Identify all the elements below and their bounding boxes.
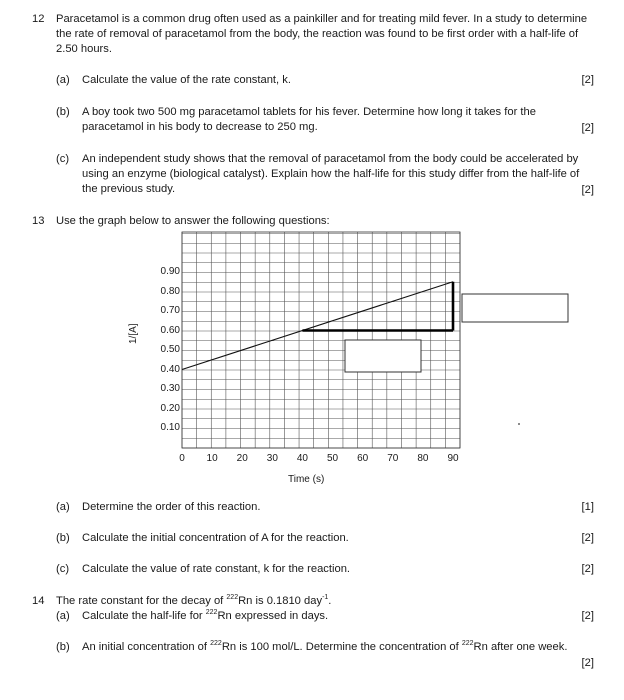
y-tick-label: 0.10	[160, 422, 180, 433]
y-tick-label: 0.90	[160, 266, 180, 277]
q14a-post: Rn expressed in days.	[217, 610, 329, 622]
y-tick-label: 0.80	[160, 285, 180, 297]
x-tick-label: 20	[236, 453, 248, 464]
q13c-marks: [2]	[581, 563, 594, 575]
y-tick-label: 0.50	[160, 344, 180, 355]
q13a-label: (a)	[56, 501, 70, 513]
q12c-text: An independent study shows that the removal of paracetamol from the body could be accelerated by using an enzyme (biological catalyst). Explain how the half-life for this study differ from the half-life of the previous study.	[82, 153, 580, 195]
q13-stem: Use the graph below to answer the following questions:	[56, 215, 330, 227]
q13a-marks: [1]	[581, 501, 594, 513]
x-tick-label: 40	[296, 453, 308, 464]
q12b-text: A boy took two 500 mg paracetamol tablets for his fever. Determine how long it takes for the paracetamol in his body to decrease to 250 mg.	[82, 106, 536, 133]
q13c-label: (c)	[56, 563, 70, 575]
q13-number: 13	[32, 215, 45, 227]
answer-box-rise	[462, 294, 568, 322]
q14-stem-pre: The rate constant for the decay of	[56, 595, 227, 607]
q14a-pre: Calculate the half-life for	[82, 610, 206, 622]
x-tick-label: 30	[266, 453, 278, 464]
q14b-sup2: 222	[461, 640, 474, 647]
x-tick-label: 90	[447, 453, 459, 464]
q13b-label: (b)	[56, 532, 70, 544]
q12c-label: (c)	[56, 153, 70, 165]
q14a-label: (a)	[56, 610, 70, 622]
x-tick-label: 0	[179, 453, 185, 464]
answer-box-run	[345, 340, 421, 372]
q14-isotope-mass: 222	[226, 594, 239, 601]
q13c-text-content: Calculate the value of rate constant, k for the reaction.	[82, 563, 351, 575]
q14a-sup: 222	[205, 609, 218, 616]
y-tick-label: 0.20	[160, 402, 180, 414]
q14b-text	[82, 640, 594, 655]
q14-stem	[56, 594, 596, 609]
q12b-marks: [2]	[581, 122, 594, 134]
y-tick-label: 0.40	[160, 363, 180, 375]
q14b-pre: An initial concentration of	[82, 641, 211, 653]
q13b-marks: [2]	[581, 532, 594, 544]
q14-stem-end: .	[328, 595, 332, 607]
x-tick-label: 80	[417, 453, 429, 464]
q12c-marks: [2]	[581, 184, 594, 196]
q14a-marks: [2]	[581, 610, 594, 622]
y-tick-label: 0.30	[160, 383, 180, 394]
x-tick-label: 70	[387, 453, 399, 464]
q14-exponent: -1	[322, 594, 329, 601]
q14b-label: (b)	[56, 641, 70, 653]
x-tick-label: 60	[357, 453, 369, 464]
q12b-label: (b)	[56, 106, 70, 118]
y-tick-label: 0.70	[160, 305, 180, 316]
q14-stem-post: Rn is 0.1810 day	[238, 595, 323, 607]
q14-number: 14	[32, 595, 45, 607]
y-axis-label: 1/[A]	[128, 323, 139, 344]
x-axis-label: Time (s)	[288, 474, 325, 485]
y-tick-label: 0.60	[160, 324, 180, 336]
q14b-sup: 222	[210, 640, 222, 647]
q12a-text: Calculate the value of the rate constant, k.	[82, 74, 291, 86]
q12-stem: Paracetamol is a common drug often used as a painkiller and for treating mild fever. In a study to determine the rate of removal of paracetamol from the body, the reaction was found to be first order with a half-life of 2.50 hours.	[56, 13, 588, 55]
q12a-marks: [2]	[581, 74, 594, 86]
q13c-text	[82, 562, 594, 577]
x-tick-label: 50	[326, 453, 339, 464]
q14b-mid: Rn is 100 mol/L. Determine the concentration of	[221, 641, 462, 653]
q14b-post: Rn after one week.	[473, 641, 568, 653]
q12a-label: (a)	[56, 74, 70, 86]
stray-dot	[518, 423, 520, 425]
q14a-text	[82, 609, 594, 624]
q13a-text: Determine the order of this reaction.	[82, 501, 261, 513]
q13b-text: Calculate the initial concentration of A for the reaction.	[82, 532, 349, 544]
x-tick-label: 10	[206, 453, 218, 464]
q12-number: 12	[32, 13, 45, 25]
q14b-marks: [2]	[581, 657, 594, 669]
